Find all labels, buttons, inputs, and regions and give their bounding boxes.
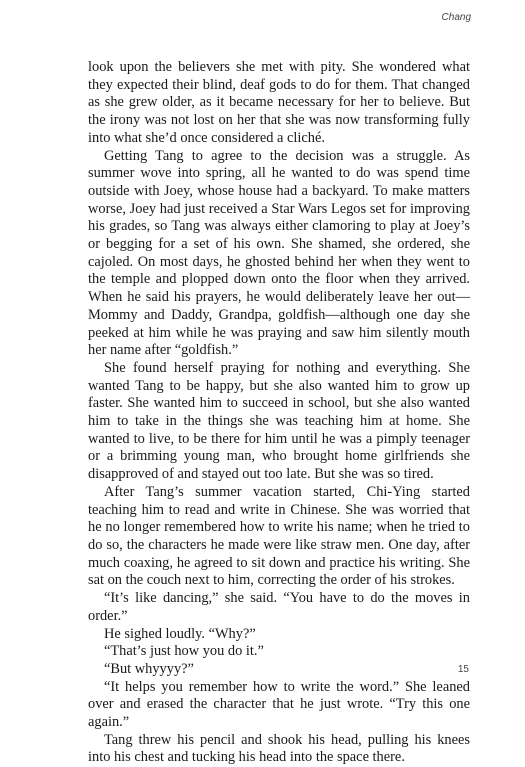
paragraph: She found herself praying for nothing and everything. She wanted Tang to be happy, but she also wanted him to grow up faster. She wanted him to succeed in school, but she also wanted him to take in the things she was teaching him at home. She wanted to live, to be there for him until he was a pimply teenager or a brimming young man, who brought home girlfriends she disapproved of and stayed out too late. But she was so tired. (88, 359, 470, 483)
dialogue-line: “It’s like dancing,” she said. “You have to do the moves in order.” (88, 590, 470, 624)
paragraph: look upon the believers she met with pity. She wondered what they expected their blind, deaf gods to do for them. That changed as she grew older, as it became necessary for her to believe. But the irony was not lost on her that she was now transforming fully into what she’d once considered a cliché. (88, 59, 470, 146)
body-text (88, 59, 470, 767)
paragraph: Tang threw his pencil and shook his head, pulling his knees into his chest and tucking his head into the space there. (88, 731, 470, 766)
page-number: 15 (457, 664, 469, 675)
dialogue-line: He sighed loudly. “Why?” (104, 625, 256, 642)
dialogue-line: “But whyyyy?” (104, 660, 194, 677)
paragraph: Getting Tang to agree to the decision was a struggle. As summer wove into spring, all he wanted to do was spend time outside with Joey, whose house had a backyard. To make matters worse, Joey had just received a Star Wars Legos set for improving his grades, so Tang was always either clamoring to play at Joey’s or begging for a set of his own. She shamed, she ordered, she cajoled. On most days, he ghosted behind her when they went to the temple and plopped down onto the floor when they arrived. When he said his prayers, he would deliberately leave her out—Mommy and Daddy, Grandpa, goldfish—although one day she peeked at him while he was praying and saw him silently mouth her name after “goldfish.” (88, 147, 470, 359)
running-header: Chang (441, 12, 471, 23)
dialogue-line: “It helps you remember how to write the word.” She leaned over and erased the character that he just wrote. “Try this one again.” (88, 678, 470, 731)
paragraph: After Tang’s summer vacation started, Chi-Ying started teaching him to read and write in Chinese. She was worried that he no longer remembered how to write his name; when he tried to do so, the characters he made were like straw men. One day, after much coaxing, he agreed to sit down and practice his writing. She sat on the couch next to him, correcting the order of his strokes. (88, 483, 470, 589)
dialogue-line: “That’s just how you do it.” (104, 643, 264, 660)
